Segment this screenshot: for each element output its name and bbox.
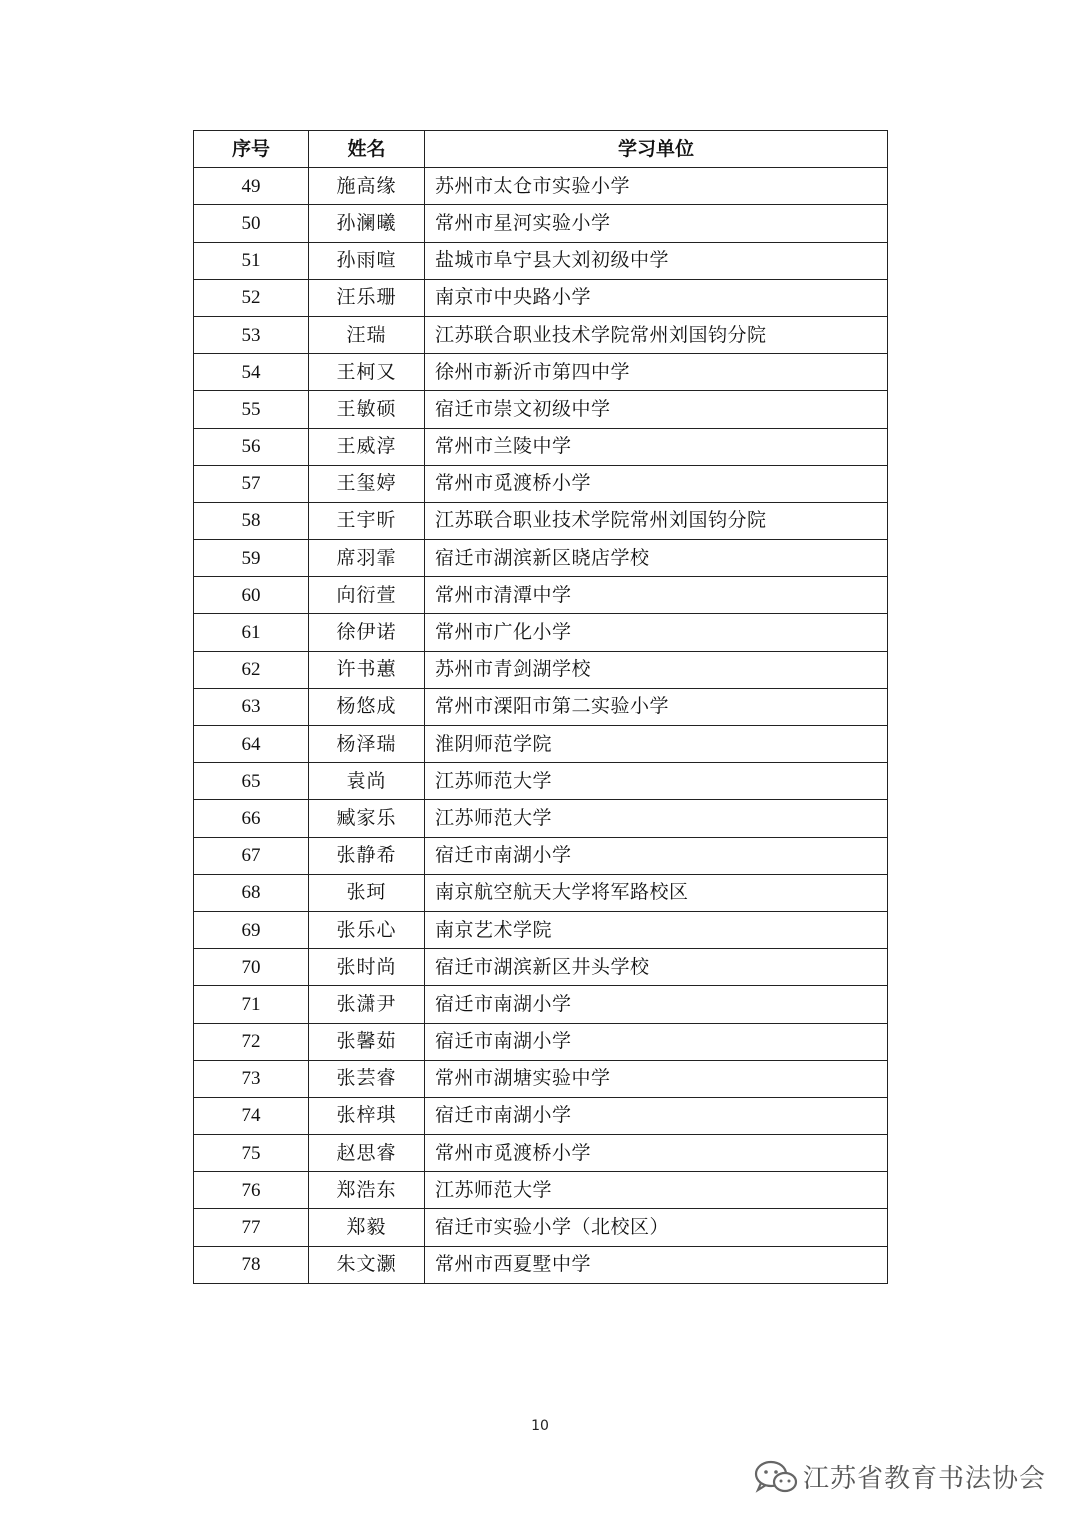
table-row — [194, 465, 888, 502]
row-name: 张潇尹 — [309, 986, 425, 1023]
row-unit: 江苏联合职业技术学院常州刘国钧分院 — [425, 316, 888, 353]
row-unit: 南京市中央路小学 — [425, 279, 888, 316]
row-name: 赵思睿 — [309, 1135, 425, 1172]
page-number: 10 — [531, 1418, 549, 1434]
row-unit: 宿迁市崇文初级中学 — [425, 391, 888, 428]
row-unit: 苏州市青剑湖学校 — [425, 651, 888, 688]
table-body — [194, 168, 888, 1284]
row-name: 臧家乐 — [309, 800, 425, 837]
table-row — [194, 911, 888, 948]
table-row — [194, 949, 888, 986]
row-name: 张馨茹 — [309, 1023, 425, 1060]
row-index: 72 — [194, 1023, 309, 1060]
row-name: 张梓琪 — [309, 1097, 425, 1134]
table-row — [194, 1097, 888, 1134]
table-row — [194, 800, 888, 837]
row-unit: 常州市觅渡桥小学 — [425, 465, 888, 502]
row-name: 杨泽瑞 — [309, 726, 425, 763]
row-unit: 宿迁市实验小学（北校区） — [425, 1209, 888, 1246]
header-index: 序号 — [194, 131, 309, 168]
row-name: 张乐心 — [309, 911, 425, 948]
table-row — [194, 205, 888, 242]
row-index: 49 — [194, 168, 309, 205]
row-unit: 江苏师范大学 — [425, 800, 888, 837]
row-index: 51 — [194, 242, 309, 279]
row-unit: 南京航空航天大学将军路校区 — [425, 874, 888, 911]
row-name: 杨悠成 — [309, 688, 425, 725]
row-name: 王柯又 — [309, 354, 425, 391]
row-unit: 江苏师范大学 — [425, 1172, 888, 1209]
table-row — [194, 763, 888, 800]
row-name: 郑浩东 — [309, 1172, 425, 1209]
row-name: 王敏硕 — [309, 391, 425, 428]
row-name: 徐伊诺 — [309, 614, 425, 651]
row-index: 64 — [194, 726, 309, 763]
table-row — [194, 279, 888, 316]
row-index: 62 — [194, 651, 309, 688]
row-name: 袁尚 — [309, 763, 425, 800]
row-index: 69 — [194, 911, 309, 948]
row-unit: 南京艺术学院 — [425, 911, 888, 948]
row-unit: 宿迁市湖滨新区井头学校 — [425, 949, 888, 986]
row-index: 70 — [194, 949, 309, 986]
row-unit: 常州市湖塘实验中学 — [425, 1060, 888, 1097]
table-row — [194, 428, 888, 465]
table-row — [194, 1209, 888, 1246]
row-index: 59 — [194, 540, 309, 577]
row-name: 孙雨喧 — [309, 242, 425, 279]
row-unit: 常州市溧阳市第二实验小学 — [425, 688, 888, 725]
row-index: 66 — [194, 800, 309, 837]
row-index: 61 — [194, 614, 309, 651]
row-index: 73 — [194, 1060, 309, 1097]
row-unit: 常州市兰陵中学 — [425, 428, 888, 465]
table-row — [194, 651, 888, 688]
row-name: 汪乐珊 — [309, 279, 425, 316]
table-row — [194, 391, 888, 428]
table-row — [194, 316, 888, 353]
header-name: 姓名 — [309, 131, 425, 168]
row-index: 52 — [194, 279, 309, 316]
table-row — [194, 540, 888, 577]
table-row — [194, 874, 888, 911]
table-row — [194, 688, 888, 725]
row-name: 王威淳 — [309, 428, 425, 465]
row-name: 郑毅 — [309, 1209, 425, 1246]
row-index: 58 — [194, 502, 309, 539]
row-index: 67 — [194, 837, 309, 874]
row-name: 施高缘 — [309, 168, 425, 205]
row-unit: 宿迁市南湖小学 — [425, 1023, 888, 1060]
row-unit: 常州市西夏墅中学 — [425, 1246, 888, 1283]
row-index: 56 — [194, 428, 309, 465]
row-name: 汪瑞 — [309, 316, 425, 353]
row-name: 张静希 — [309, 837, 425, 874]
header-unit: 学习单位 — [425, 131, 888, 168]
row-unit: 宿迁市湖滨新区晓店学校 — [425, 540, 888, 577]
row-index: 65 — [194, 763, 309, 800]
row-index: 68 — [194, 874, 309, 911]
table-row — [194, 1135, 888, 1172]
row-unit: 江苏师范大学 — [425, 763, 888, 800]
row-name: 席羽霏 — [309, 540, 425, 577]
row-unit: 宿迁市南湖小学 — [425, 837, 888, 874]
row-unit: 常州市星河实验小学 — [425, 205, 888, 242]
table-row — [194, 1060, 888, 1097]
table-row — [194, 614, 888, 651]
table-row — [194, 1246, 888, 1283]
row-index: 54 — [194, 354, 309, 391]
row-unit: 盐城市阜宁县大刘初级中学 — [425, 242, 888, 279]
row-index: 75 — [194, 1135, 309, 1172]
row-unit: 徐州市新沂市第四中学 — [425, 354, 888, 391]
row-unit: 苏州市太仓市实验小学 — [425, 168, 888, 205]
row-index: 74 — [194, 1097, 309, 1134]
row-index: 77 — [194, 1209, 309, 1246]
row-index: 76 — [194, 1172, 309, 1209]
row-index: 78 — [194, 1246, 309, 1283]
table-row — [194, 1023, 888, 1060]
table-row — [194, 837, 888, 874]
row-index: 57 — [194, 465, 309, 502]
row-name: 王玺婷 — [309, 465, 425, 502]
table-row — [194, 502, 888, 539]
row-name: 张时尚 — [309, 949, 425, 986]
table-row — [194, 577, 888, 614]
watermark — [753, 1458, 1046, 1495]
row-index: 50 — [194, 205, 309, 242]
row-unit: 江苏联合职业技术学院常州刘国钧分院 — [425, 502, 888, 539]
row-index: 63 — [194, 688, 309, 725]
roster-table — [193, 130, 888, 1284]
table-row — [194, 726, 888, 763]
row-index: 71 — [194, 986, 309, 1023]
table-row — [194, 354, 888, 391]
row-unit: 淮阴师范学院 — [425, 726, 888, 763]
row-index: 60 — [194, 577, 309, 614]
table-row — [194, 168, 888, 205]
row-name: 张芸睿 — [309, 1060, 425, 1097]
row-unit: 常州市清潭中学 — [425, 577, 888, 614]
row-unit: 宿迁市南湖小学 — [425, 986, 888, 1023]
row-name: 朱文灏 — [309, 1246, 425, 1283]
table-row — [194, 986, 888, 1023]
row-index: 55 — [194, 391, 309, 428]
row-index: 53 — [194, 316, 309, 353]
row-name: 张珂 — [309, 874, 425, 911]
row-name: 向衍萱 — [309, 577, 425, 614]
table-row — [194, 1172, 888, 1209]
table-row — [194, 242, 888, 279]
row-unit: 宿迁市南湖小学 — [425, 1097, 888, 1134]
row-name: 孙澜曦 — [309, 205, 425, 242]
row-name: 许书蕙 — [309, 651, 425, 688]
watermark-text: 江苏省教育书法协会 — [802, 1464, 1046, 1494]
row-unit: 常州市广化小学 — [425, 614, 888, 651]
wechat-icon — [753, 1459, 799, 1495]
row-name: 王宇昕 — [309, 502, 425, 539]
table-header-row — [194, 131, 888, 168]
row-unit: 常州市觅渡桥小学 — [425, 1135, 888, 1172]
